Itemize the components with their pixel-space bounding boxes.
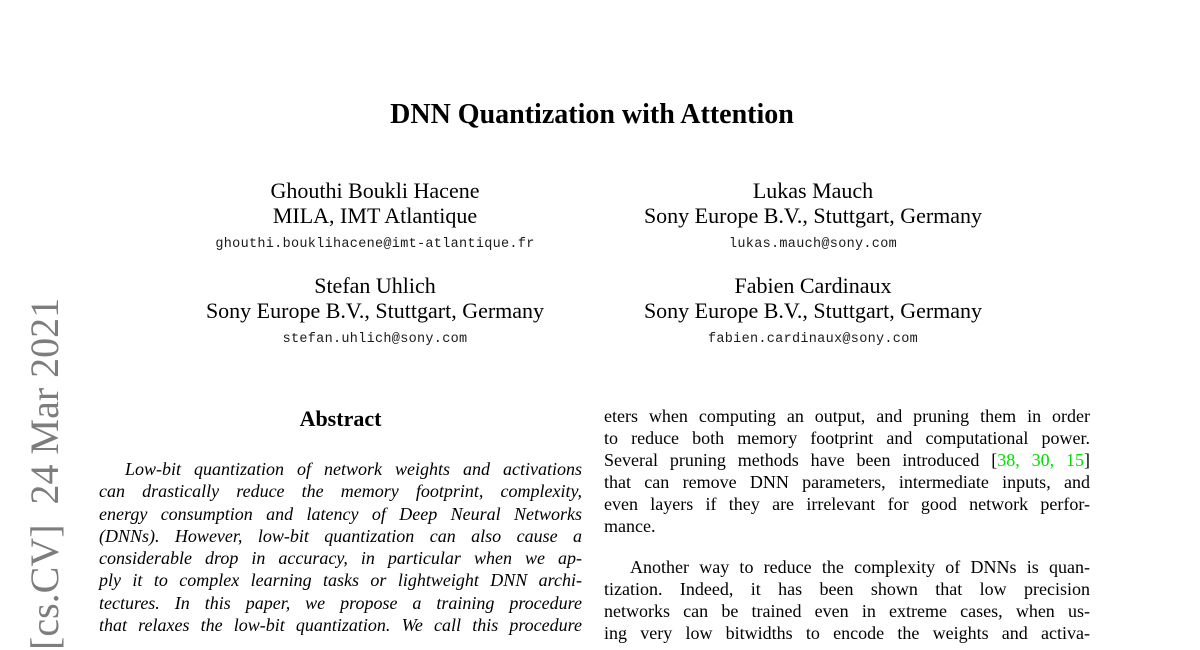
- paper-title: DNN Quantization with Attention: [390, 99, 794, 130]
- text-line: can drastically reduce the memory footprint, complexity,: [99, 481, 582, 502]
- abstract-heading: Abstract: [299, 406, 382, 431]
- text-line: to reduce both memory footprint and computational power.: [604, 428, 1090, 448]
- text-line: even layers if they are irrelevant for good network perfor-: [604, 494, 1090, 514]
- author-email: stefan.uhlich@sony.com: [282, 332, 468, 347]
- abstract-body: [99, 458, 582, 636]
- text-line: that can remove DNN parameters, intermediate inputs, and: [604, 472, 1090, 492]
- author-affiliation: MILA, IMT Atlantique: [272, 203, 478, 228]
- text-line: ply it to complex learning tasks or lightweight DNN archi-: [99, 570, 582, 591]
- author-block: [593, 178, 1033, 252]
- text-line: networks can be trained even in extreme cases, when us-: [604, 601, 1090, 621]
- paragraph: [604, 556, 1090, 644]
- text-line: energy consumption and latency of Deep Neural Networks: [99, 503, 582, 524]
- citation-ref[interactable]: 38, 30, 15: [997, 450, 1085, 470]
- text-segment: Several pruning methods have been introduced [: [604, 450, 998, 470]
- text-line: ing very low bitwidths to encode the weights and activa-: [604, 623, 1090, 643]
- author-name: Ghouthi Boukli Hacene: [270, 178, 480, 203]
- author-email: lukas.mauch@sony.com: [728, 237, 898, 252]
- text-line: eters when computing an output, and pruning them in order: [604, 406, 1090, 426]
- paragraph: [604, 405, 1090, 537]
- text-line: considerable drop in accuracy, in particular when we ap-: [99, 548, 582, 569]
- text-line: Another way to reduce the complexity of DNNs is quan-: [630, 557, 1090, 577]
- author-name: Stefan Uhlich: [314, 273, 436, 298]
- author-affiliation: Sony Europe B.V., Stuttgart, Germany: [643, 203, 983, 228]
- author-block: [155, 178, 595, 252]
- text-line: tectures. In this paper, we propose a training procedure: [99, 592, 582, 613]
- text-line: (DNNs). However, low-bit quantization can also cause a: [99, 525, 582, 546]
- author-name: Lukas Mauch: [752, 178, 874, 203]
- arxiv-stamp: [cs.CV] 24 Mar 2021: [22, 297, 67, 650]
- text-line: tization. Indeed, it has been shown that low precision: [604, 579, 1090, 599]
- author-block: [155, 273, 595, 347]
- text-line: that relaxes the low-bit quantization. We call this procedure: [99, 615, 582, 636]
- author-name: Fabien Cardinaux: [734, 273, 892, 298]
- text-segment: ]: [1084, 450, 1091, 470]
- text-line: Low-bit quantization of network weights and activations: [125, 459, 582, 479]
- text-line: mance.: [604, 516, 656, 536]
- right-column: [604, 405, 1090, 644]
- text-line: [604, 449, 1090, 471]
- author-email: ghouthi.bouklihacene@imt-atlantique.fr: [215, 237, 535, 252]
- author-affiliation: Sony Europe B.V., Stuttgart, Germany: [205, 298, 545, 323]
- author-block: [593, 273, 1033, 347]
- author-email: fabien.cardinaux@sony.com: [707, 332, 919, 347]
- author-affiliation: Sony Europe B.V., Stuttgart, Germany: [643, 298, 983, 323]
